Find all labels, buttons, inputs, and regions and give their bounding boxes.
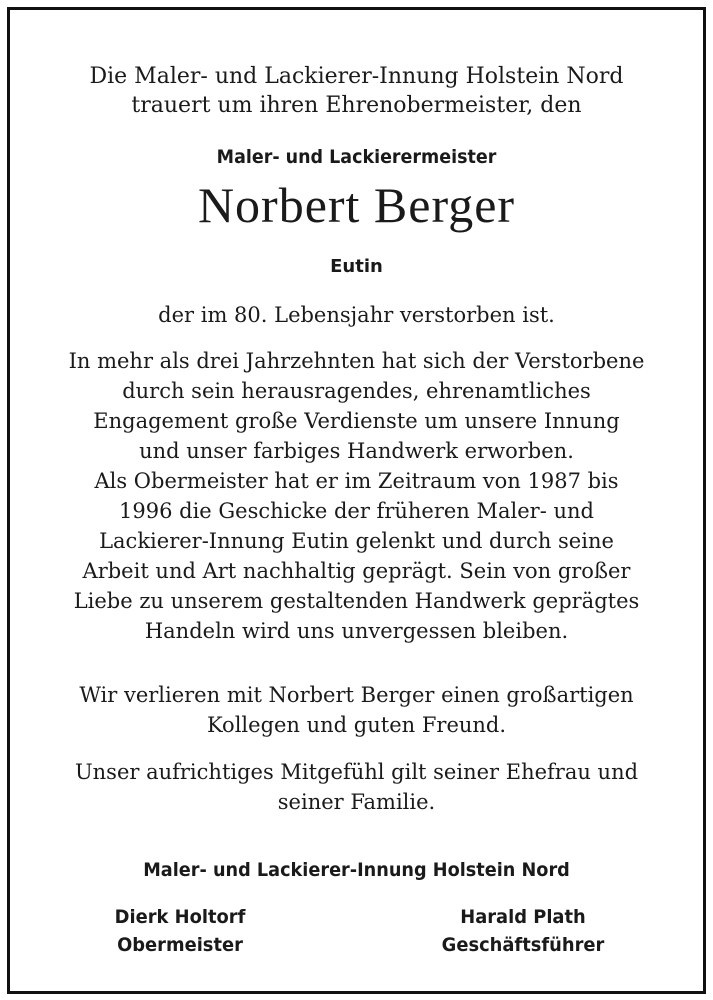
- tribute-line: Arbeit und Art nachhaltig geprägt. Sein von großer: [82, 559, 631, 583]
- deceased-place: Eutin: [330, 256, 383, 277]
- intro-line: trauert um ihren Ehrenobermeister, den: [131, 93, 582, 118]
- tribute-line: durch sein herausragendes, ehrenamtliches: [122, 379, 591, 403]
- signer-geschaeftsfuehrer: [410, 903, 636, 959]
- deceased-title: Maler- und Lackierermeister: [216, 146, 497, 168]
- death-statement: der im 80. Lebensjahr verstorben ist.: [158, 303, 555, 327]
- condolence-line: Unser aufrichtiges Mitgefühl gilt seiner Ehefrau und: [74, 760, 639, 784]
- signer-obermeister: [67, 903, 293, 959]
- condolence-line: seiner Familie.: [277, 790, 436, 814]
- loss-line: Wir verlieren mit Norbert Berger einen großartigen: [79, 683, 634, 707]
- intro-line: Die Maler- und Lackierer-Innung Holstein Nord: [89, 64, 624, 89]
- tribute-line: Liebe zu unserem gestaltenden Handwerk geprägtes: [73, 589, 640, 613]
- signer-role: Geschäftsführer: [441, 934, 605, 956]
- tribute-line: Lackierer-Innung Eutin gelenkt und durch seine: [99, 529, 614, 553]
- tribute-line: Handeln wird uns unvergessen bleiben.: [144, 619, 569, 643]
- signer-role: Obermeister: [117, 934, 243, 956]
- loss-line: Kollegen und guten Freund.: [206, 713, 507, 737]
- loss-paragraph: [10, 680, 703, 740]
- tribute-line: In mehr als drei Jahrzehnten hat sich der Verstorbene: [68, 349, 645, 373]
- tribute-line: und unser farbiges Handwerk erworben.: [139, 439, 574, 463]
- tribute-line: 1996 die Geschicke der früheren Maler- und: [119, 499, 594, 523]
- signer-name: Harald Plath: [460, 906, 586, 928]
- signing-organization: Maler- und Lackierer-Innung Holstein Nord: [143, 859, 570, 881]
- condolence-paragraph: [10, 757, 703, 817]
- obituary-notice: [7, 7, 706, 994]
- tribute-line: Als Obermeister hat er im Zeitraum von 1987 bis: [94, 469, 619, 493]
- tribute-paragraph: [30, 346, 683, 646]
- intro-text: [10, 62, 703, 120]
- tribute-line: Engagement große Verdienste um unsere Innung: [93, 409, 620, 433]
- signer-name: Dierk Holtorf: [114, 906, 246, 928]
- deceased-name: Norbert Berger: [197, 177, 516, 233]
